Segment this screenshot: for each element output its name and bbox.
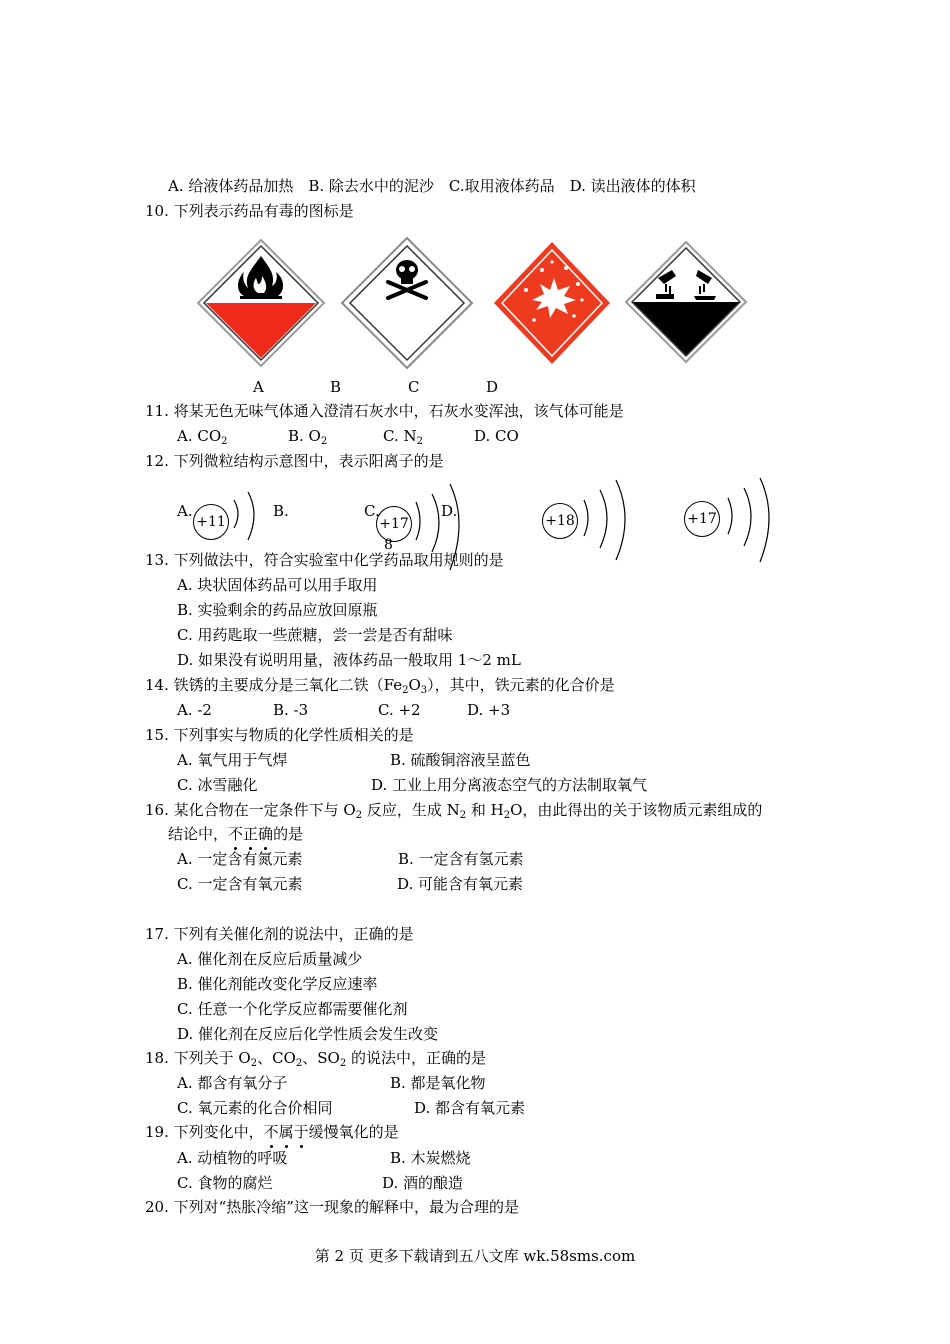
q14-option-d: D. +3	[467, 701, 511, 719]
sign-c-explosive-icon	[492, 240, 612, 366]
sign-label-c: C	[408, 378, 420, 396]
q14-option-b: B. -3	[273, 701, 309, 719]
q16-stem-line2: 结论中，不正确的是	[168, 825, 304, 843]
q13-option-a: A. 块状固体药品可以用手取用	[177, 576, 378, 594]
q16-stem: 16. 某化合物在一定条件下与 $O_2$ 反应，生成 $N_2$ 和 $H_2O$，由此得出的关于该物质元素组成的	[145, 801, 763, 821]
q16-option-b: B. 一定含有氢元素	[398, 850, 524, 868]
q19-option-b: B. 木炭燃烧	[390, 1149, 471, 1167]
atom-a-nucleus: +11	[193, 504, 229, 540]
sign-label-d: D	[486, 378, 499, 396]
q20-stem: 20. 下列对“热胀冷缩”这一现象的解释中，最为合理的是	[145, 1198, 519, 1216]
sign-d-corrosive-icon	[624, 240, 748, 364]
sign-label-b: B	[330, 378, 342, 396]
q11-option-b: B. $O_2$	[288, 427, 328, 447]
q13-option-c: C. 用药匙取一些蔗糖，尝一尝是否有甜味	[177, 626, 453, 644]
q11-option-d: D. CO	[474, 427, 519, 445]
q11-stem: 11. 将某无色无味气体通入澄清石灰水中，石灰水变浑浊，该气体可能是	[145, 402, 624, 420]
q17-option-c: C. 任意一个化学反应都需要催化剂	[177, 1000, 408, 1018]
q15-option-d: D. 工业上用分离液态空气的方法制取氧气	[371, 776, 648, 794]
q19-option-d: D. 酒的酿造	[382, 1174, 464, 1192]
q19-option-c: C. 食物的腐烂	[177, 1174, 273, 1192]
q17-option-b: B. 催化剂能改变化学反应速率	[177, 975, 378, 993]
q19-stem: 19. 下列变化中，不属于缓慢氧化的是	[145, 1123, 399, 1141]
q12-option-b-label: B.	[273, 502, 289, 520]
q12-option-a-label: A.	[177, 502, 193, 520]
q18-option-c: C. 氧元素的化合价相同	[177, 1099, 333, 1117]
q18-stem: 18. 下列关于 $O_2$、$CO_2$、$SO_2$ 的说法中，正确的是	[145, 1049, 486, 1069]
q16-option-c: C. 一定含有氧元素	[177, 875, 303, 893]
q11-option-c: C. $N_2$	[383, 427, 423, 447]
q18-option-d: D. 都含有氧元素	[414, 1099, 526, 1117]
q9-options: A. 给液体药品加热 B. 除去水中的泥沙 C.取用液体药品 D. 读出液体的体积	[168, 177, 696, 195]
q19-option-a: A. 动植物的呼吸	[177, 1149, 288, 1167]
q11-option-a: A. $CO_2$	[177, 427, 228, 447]
atom-d-nucleus: +17	[684, 501, 720, 537]
q14-option-c: C. +2	[378, 701, 421, 719]
q16-option-a: A. 一定含有氮元素	[177, 850, 303, 868]
q18-option-b: B. 都是氧化物	[390, 1074, 486, 1092]
q17-option-a: A. 催化剂在反应后质量减少	[177, 950, 363, 968]
q18-option-a: A. 都含有氧分子	[177, 1074, 288, 1092]
q12-option-d-label: D.	[441, 502, 458, 520]
q15-option-a: A. 氧气用于气焊	[177, 751, 288, 769]
q12-stem: 12. 下列微粒结构示意图中，表示阳离子的是	[145, 452, 444, 470]
q10-stem: 10. 下列表示药品有毒的图标是	[145, 202, 354, 220]
q14-stem: 14. 铁锈的主要成分是三氧化二铁$(Fe_2O_3)$，其中，铁元素的化合价是	[145, 676, 615, 696]
q14-option-a: A. -2	[177, 701, 212, 719]
q13-option-b: B. 实验剩余的药品应放回原瓶	[177, 601, 378, 619]
q15-option-c: C. 冰雪融化	[177, 776, 258, 794]
q13-stem: 13. 下列做法中，符合实验室中化学药品取用规则的是	[145, 551, 504, 569]
sign-a-flammable-solid-icon	[196, 238, 326, 368]
q16-option-d: D. 可能含有氧元素	[397, 875, 524, 893]
q12-option-c-label: C.	[364, 502, 380, 520]
atom-d-shells	[722, 476, 782, 568]
atom-c-nucleus: +18	[542, 503, 578, 539]
atom-b-nucleus: +17	[376, 506, 412, 542]
q17-stem: 17. 下列有关催化剂的说法中，正确的是	[145, 925, 414, 943]
q15-option-b: B. 硫酸铜溶液呈蓝色	[390, 751, 531, 769]
sign-label-a: A	[253, 378, 264, 396]
q15-stem: 15. 下列事实与物质的化学性质相关的是	[145, 726, 414, 744]
q17-option-d: D. 催化剂在反应后化学性质会发生改变	[177, 1025, 439, 1043]
sign-b-skull-crossbones-icon	[340, 236, 474, 370]
atom-c-shells	[578, 478, 638, 570]
atom-b-stray-digit: 8	[384, 537, 393, 553]
page-footer: 第 2 页 更多下载请到五八文库 wk.58sms.com	[314, 1247, 636, 1265]
q13-option-d: D. 如果没有说明用量，液体药品一般取用 1～2 mL	[177, 651, 521, 669]
